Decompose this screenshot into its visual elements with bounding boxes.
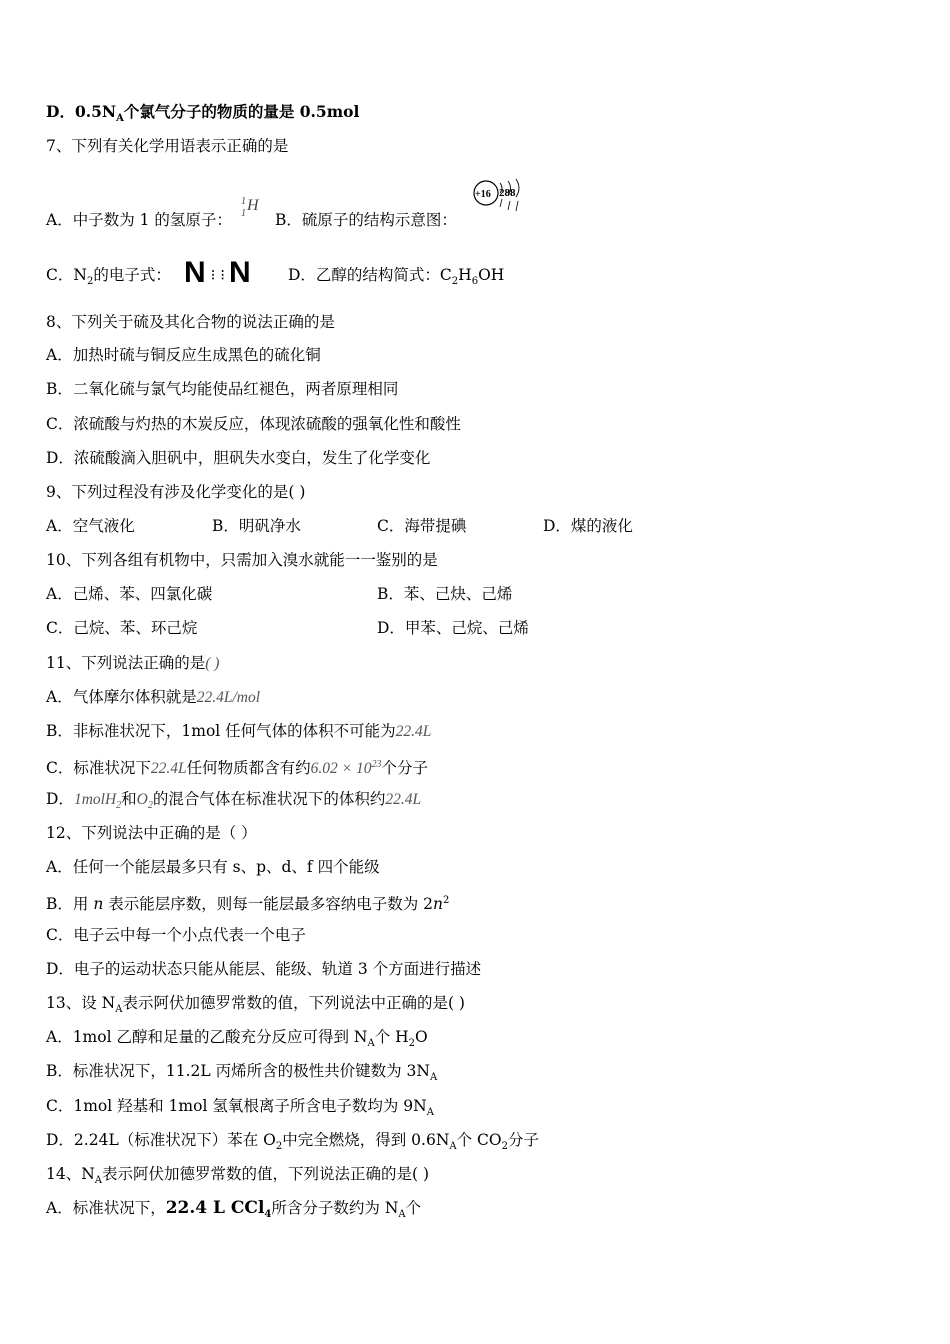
q7-option-d: D．乙醇的结构简式：$C_2H_6OH$ [288, 266, 505, 288]
q10-option-c: C．己烷、苯、环己烷 [46, 619, 198, 637]
q9-option-c: C．海带提碘 [377, 517, 467, 535]
sulfur-nucleus-label: +16 [475, 189, 491, 200]
q12-option-d: D．电子的运动状态只能从能层、能级、轨道 3 个方面进行描述 [46, 960, 482, 978]
q7-stem: 7、下列有关化学用语表示正确的是 [46, 137, 289, 155]
q11-option-c: C．标准状况下22.4L任何物质都含有约$6.02 \times 10^{23}$个分子 [46, 759, 428, 778]
q14-option-a: A．标准状况下，22.4 L CCl$_4$所含分子数约为 $N_A$个 [46, 1198, 422, 1221]
sulfur-shell-label: 288 [499, 187, 516, 199]
q11-option-b: B．非标准状况下，1mol 任何气体的体积不可能为22.4L [46, 722, 432, 740]
q7-option-b: B．硫原子的结构示意图： [275, 211, 457, 229]
q9-option-b: B．明矾净水 [212, 517, 301, 535]
q13-stem: 13、设 $N_A$表示阿伏加德罗常数的值，下列说法中正确的是( ) [46, 994, 465, 1016]
q8-option-b: B．二氧化硫与氯气均能使品红褪色，两者原理相同 [46, 380, 399, 398]
q12-option-b: B．用 n 表示能层序数，则每一能层最多容纳电子数为 $2n^2$ [46, 895, 450, 914]
q8-stem: 8、下列关于硫及其化合物的说法正确的是 [46, 313, 335, 331]
q8-option-d: D．浓硫酸滴入胆矾中，胆矾失水变白，发生了化学变化 [46, 449, 431, 467]
q13-option-c: C．1mol 羟基和 1mol 氢氧根离子所含电子数均为 $9N_A$ [46, 1097, 434, 1119]
q9-option-d: D．煤的液化 [543, 517, 633, 535]
q6-option-d: D．$0.5N_A$个氯气分子的物质的量是 0.5mol [46, 102, 360, 125]
q13-option-a: A．1mol 乙醇和足量的乙酸充分反应可得到 $N_A$个 $H_2O$ [46, 1028, 428, 1050]
n2-electron-formula: N ⁝ ⁝ N [184, 256, 252, 289]
sulfur-atom-diagram [470, 177, 532, 217]
q13-option-d: D．2.24L（标准状况下）苯在 $O_2$中完全燃烧，得到 $0.6N_A$个 $CO_2$分子 [46, 1131, 540, 1153]
q11-option-a: A．气体摩尔体积就是22.4L/mol [46, 688, 261, 706]
q11-stem: 11、下列说法正确的是( ) [46, 654, 220, 672]
q10-stem: 10、下列各组有机物中，只需加入溴水就能一一鉴别的是 [46, 551, 438, 569]
hydrogen-isotope-symbol: 1 1 H [241, 196, 259, 219]
q9-option-a: A．空气液化 [46, 517, 135, 535]
q9-stem: 9、下列过程没有涉及化学变化的是( ) [46, 483, 306, 501]
q8-option-a: A．加热时硫与铜反应生成黑色的硫化铜 [46, 346, 321, 364]
q10-option-a: A．己烯、苯、四氯化碳 [46, 585, 213, 603]
q11-option-d: D．1molH$_2$和$O_2$的混合气体在标准状况下的体积约22.4L [46, 790, 422, 812]
q10-option-d: D．甲苯、己烷、己烯 [377, 619, 529, 637]
q10-option-b: B．苯、己炔、己烯 [377, 585, 513, 603]
q13-option-b: B．标准状况下，11.2L 丙烯所含的极性共价键数为 $3N_A$ [46, 1062, 438, 1084]
q12-stem: 12、下列说法中正确的是（ ） [46, 824, 257, 842]
q7-option-c: C．$N_2$的电子式： [46, 266, 171, 288]
q8-option-c: C．浓硫酸与灼热的木炭反应，体现浓硫酸的强氧化性和酸性 [46, 415, 461, 433]
q14-stem: 14、$N_A$表示阿伏加德罗常数的值，下列说法正确的是( ) [46, 1165, 430, 1187]
q12-option-a: A．任何一个能层最多只有 s、p、d、f 四个能级 [46, 858, 380, 876]
q7-option-a: A．中子数为 1 的氢原子： [46, 211, 232, 229]
q12-option-c: C．电子云中每一个小点代表一个电子 [46, 926, 306, 944]
electron-dots-icon: ⁝ ⁝ [210, 266, 225, 284]
